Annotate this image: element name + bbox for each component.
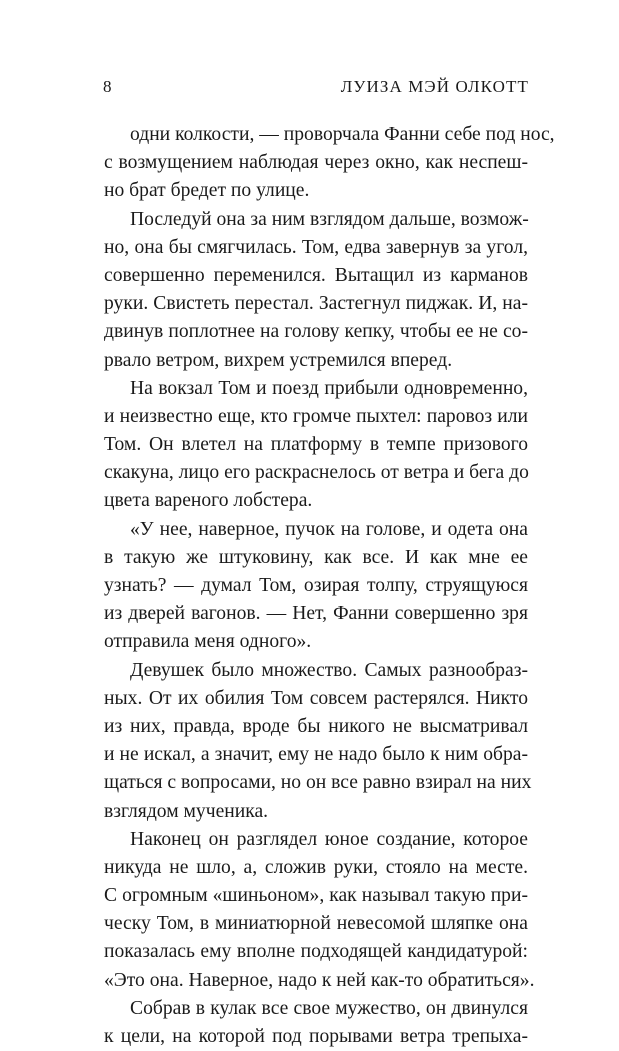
text-line: из дверей вагонов. — Нет, Фанни совершенно зря [104, 603, 528, 625]
text-line: скакуна, лицо его раскраснелось от ветра и бега до [104, 462, 529, 484]
text-line: На вокзал Том и поезд прибыли одновременно, [130, 377, 528, 399]
text-line: совершенно переменился. Вытащил из карманов [104, 264, 528, 286]
text-line: щаться с вопросами, но он все равно взирал на них [104, 772, 532, 794]
text-line: «Это она. Наверное, надо к ней как-то обратиться». [104, 969, 535, 991]
text-line: Девушек было множество. Самых разнообраз- [130, 659, 528, 681]
text-line: ных. От их обилия Том совсем растерялся. Никто [104, 687, 528, 709]
text-line: из них, правда, вроде бы никого не высматривал [104, 715, 528, 737]
text-line: узнать? — думал Том, озирая толпу, струящуюся [104, 575, 528, 596]
text-line: С огромным «шиньоном», как называл такую при- [104, 885, 528, 907]
text-line: цвета вареного лобстера. [104, 490, 313, 512]
text-line: никуда не шло, а, сложив руки, стояло на месте. [104, 856, 528, 878]
text-line: в такую же штуковину, как все. И как мне ее [104, 546, 528, 568]
text-line: Собрав в кулак все свое мужество, он двинулся [130, 997, 528, 1019]
running-head-author: ЛУИЗА МЭЙ ОЛКОТТ [340, 77, 529, 96]
text-line: руки. Свистеть перестал. Застегнул пиджак. И, на- [104, 293, 528, 315]
text-line: ческу Том, в миниатюрной невесомой шляпке она [104, 913, 528, 935]
text-line: «У нее, наверное, пучок на голове, и одета она [130, 518, 528, 540]
text-line: и не искал, а значит, ему не надо было к ним обра- [104, 744, 528, 766]
paragraph [104, 657, 532, 826]
text-line: отправила меня одного». [104, 631, 312, 653]
text-line: Наконец он разглядел юное создание, которое [130, 828, 528, 850]
paragraph [104, 516, 528, 657]
paragraph [104, 121, 555, 206]
body-text [104, 121, 555, 1051]
text-line: взглядом мученика. [104, 800, 269, 822]
text-line: с возмущением наблюдая через окно, как неспеш- [104, 152, 528, 174]
paragraph [104, 375, 528, 516]
text-line: но, она бы смягчилась. Том, едва завернув за угол, [104, 236, 528, 258]
text-line: показалась ему вполне подходящей кандидатурой: [104, 941, 528, 963]
text-line: одни колкости, — проворчала Фанни себе под нос, [130, 124, 555, 145]
paragraph [104, 995, 528, 1051]
text-line: Том. Он влетел на платформу в темпе призового [104, 434, 528, 456]
text-line: но брат бредет по улице. [104, 180, 310, 202]
text-line: Последуй она за ним взглядом дальше, возмож- [130, 208, 529, 230]
paragraph [104, 206, 528, 375]
text-line: к цели, на которой под порывами ветра трепыха- [104, 1026, 528, 1047]
text-line: рвало ветром, вихрем устремился вперед. [104, 349, 453, 371]
paragraph [104, 826, 535, 995]
text-line: двинув поплотнее на голову кепку, чтобы ее не со- [104, 321, 528, 343]
running-head [103, 77, 529, 97]
page-number: 8 [103, 77, 112, 96]
text-line: и неизвестно еще, кто громче пыхтел: паровоз или [104, 405, 528, 427]
